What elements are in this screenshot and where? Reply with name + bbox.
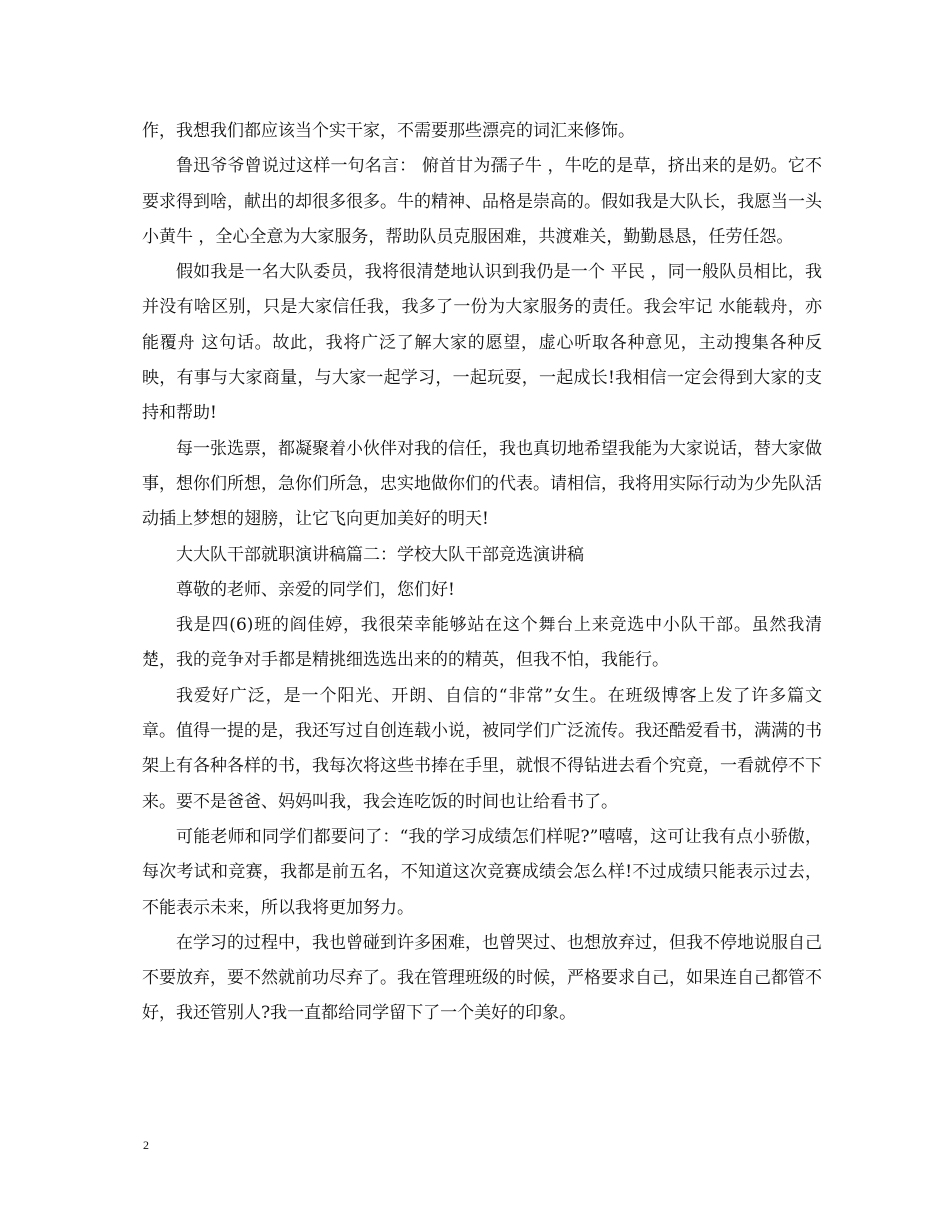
page-number: 2 — [143, 1138, 149, 1152]
greeting: 尊敬的老师、亲爱的同学们，您们好! — [176, 579, 455, 600]
paragraph-ballot: 每一张选票，都凝聚着小伙伴对我的信任，我也真切地希望我能为大家说话，替大家做事，想你们所想，急你们所急，忠实地做你们的代表。请相信，我将用实际行动为少先队活动插上梦想的翅膀，让它飞向更加美好的明天! — [142, 438, 822, 530]
section-heading: 大大队干部就职演讲稿篇二：学校大队干部竞选演讲稿 — [176, 544, 584, 565]
paragraph-hobbies: 我爱好广泛，是一个阳光、开朗、自信的“非常”女生。在班级博客上发了许多篇文章。值得一提的是，我还写过自创连载小说，被同学们广泛流传。我还酷爱看书，满满的书架上有各种各样的书，我每次将这些书捧在手里，就恨不得钻进去看个究竟，一看就停不下来。要不是爸爸、妈妈叫我，我会连吃饭的时间也让给看书了。 — [142, 685, 822, 812]
paragraph-grades: 可能老师和同学们都要问了：“我的学习成绩怎们样呢?”嘻嘻，这可让我有点小骄傲，每次考试和竞赛，我都是前五名，不知道这次竞赛成绩会怎么样!不过成绩只能表示过去，不能表示未来，所以我将更加努力。 — [142, 826, 822, 918]
paragraph-lu-xun-quote: 鲁迅爷爷曾说过这样一句名言： 俯首甘为孺子牛 ，牛吃的是草，挤出来的是奶。它不要求得到啥，献出的却很多很多。牛的精神、品格是崇高的。假如我是大队长，我愿当一头 小黄牛 ，全心全意为大家服务，帮助队员克服困难，共渡难关，勤勤恳恳，任劳任怨。 — [142, 156, 822, 247]
paragraph-brigade-member: 假如我是一名大队委员，我将很清楚地认识到我仍是一个 平民 ，同一般队员相比，我并没有啥区别，只是大家信任我，我多了一份为大家服务的责任。我会牢记 水能载舟，亦能覆舟 这句话。故此，我将广泛了解大家的愿望，虚心听取各种意见，主动搜集各种反映，有事与大家商量，与大家一起学习，一起玩耍，一起成长!我相信一定会得到大家的支持和帮助! — [142, 262, 822, 424]
document-body — [142, 114, 822, 1032]
paragraph-continuation: 作，我想我们都应该当个实干家，不需要那些漂亮的词汇来修饰。 — [142, 121, 635, 141]
paragraph-introduction: 我是四(6)班的阎佳婷，我很荣幸能够站在这个舞台上来竞选中小队干部。虽然我清楚，我的竞争对手都是精挑细选选出来的的精英，但我不怕，我能行。 — [142, 615, 822, 671]
paragraph-difficulties: 在学习的过程中，我也曾碰到许多困难，也曾哭过、也想放弃过，但我不停地说服自己不要放弃，要不然就前功尽弃了。我在管理班级的时候，严格要求自己，如果连自己都管不好，我还管别人?我一直都给同学留下了一个美好的印象。 — [142, 932, 822, 1024]
